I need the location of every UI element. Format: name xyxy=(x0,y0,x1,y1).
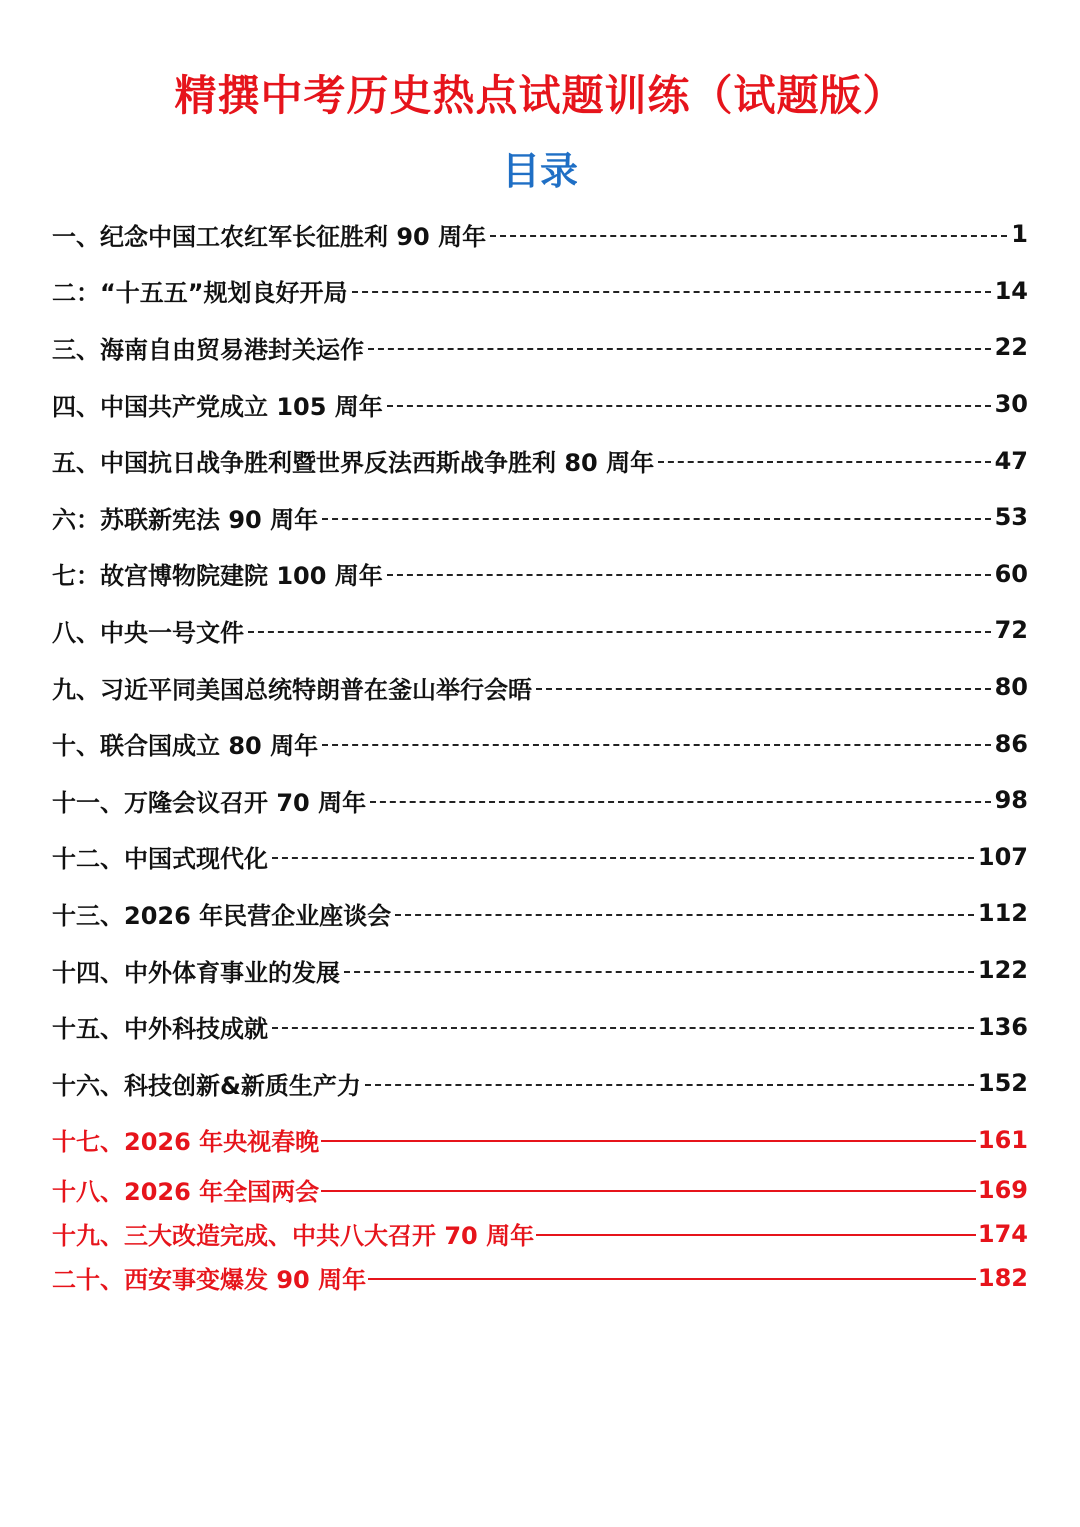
toc-entry-label: 四、中国共产党成立 105 周年 xyxy=(52,392,383,421)
toc-entry-highlighted[interactable] xyxy=(52,1256,1028,1300)
toc-entry[interactable] xyxy=(52,602,1028,659)
toc-entry[interactable] xyxy=(52,319,1028,376)
toc-leader xyxy=(322,518,990,520)
toc-entry-page: 53 xyxy=(994,503,1028,532)
toc-entry[interactable] xyxy=(52,659,1028,716)
toc-entry-label: 二：“十五五”规划良好开局 xyxy=(52,279,348,308)
toc-entry-page: 22 xyxy=(994,333,1028,362)
toc-entry-label: 十一、万隆会议召开 70 周年 xyxy=(52,788,367,817)
toc-leader xyxy=(272,1027,974,1029)
toc-entry-highlighted[interactable] xyxy=(52,1112,1028,1168)
toc-entry-page: 14 xyxy=(994,276,1028,305)
toc-leader xyxy=(658,461,990,463)
toc-leader xyxy=(370,801,990,803)
toc-entry[interactable] xyxy=(52,942,1028,999)
toc-entry-label: 五、中国抗日战争胜利暨世界反法西斯战争胜利 80 周年 xyxy=(52,449,655,478)
toc-entry[interactable] xyxy=(52,715,1028,772)
toc-leader xyxy=(365,1084,974,1086)
toc-entry-label: 七：故宫博物院建院 100 周年 xyxy=(52,562,383,591)
toc-entry[interactable] xyxy=(52,1055,1028,1112)
toc-entry-page: 174 xyxy=(977,1219,1028,1248)
toc-entry-highlighted[interactable] xyxy=(52,1168,1028,1212)
toc-entry[interactable] xyxy=(52,998,1028,1055)
toc-entry-label: 二十、西安事变爆发 90 周年 xyxy=(52,1266,367,1294)
toc-entry-page: 80 xyxy=(994,673,1028,702)
toc-heading: 目录 xyxy=(501,149,578,193)
toc-entry-label: 一、纪念中国工农红军长征胜利 90 周年 xyxy=(52,222,487,251)
toc-leader xyxy=(395,914,974,916)
toc-entry-label: 十、联合国成立 80 周年 xyxy=(52,732,319,761)
toc-entry-label: 十三、2026 年民营企业座谈会 xyxy=(52,901,392,930)
toc-leader xyxy=(352,291,991,293)
toc-entry[interactable] xyxy=(52,489,1028,546)
toc-entry[interactable] xyxy=(52,885,1028,942)
toc-entry[interactable] xyxy=(52,206,1028,263)
toc-entry[interactable] xyxy=(52,263,1028,320)
toc-entry[interactable] xyxy=(52,376,1028,433)
toc-entry-page: 169 xyxy=(977,1175,1028,1204)
toc-leader xyxy=(321,1190,976,1192)
toc-entry-page: 60 xyxy=(994,559,1028,588)
toc-entry-label: 十四、中外体育事业的发展 xyxy=(52,958,340,987)
toc-entry-page: 112 xyxy=(977,899,1028,928)
toc-entry-label: 十九、三大改造完成、中共八大召开 70 周年 xyxy=(52,1222,535,1250)
toc-leader xyxy=(368,1278,976,1280)
toc-entry-page: 30 xyxy=(994,390,1028,419)
toc-leader xyxy=(368,348,991,350)
toc-entry-page: 98 xyxy=(994,786,1028,815)
toc-leader xyxy=(321,1140,976,1142)
toc-entry[interactable] xyxy=(52,432,1028,489)
toc-leader xyxy=(536,1234,976,1236)
toc-entry-page: 182 xyxy=(977,1263,1028,1292)
toc-leader xyxy=(387,574,991,576)
toc-entry-label: 十五、中外科技成就 xyxy=(52,1015,268,1044)
toc-entry[interactable] xyxy=(52,829,1028,886)
toc-entry-page: 136 xyxy=(977,1012,1028,1041)
table-of-contents xyxy=(52,206,1028,1300)
toc-leader xyxy=(322,744,990,746)
toc-leader xyxy=(344,971,974,973)
toc-entry-label: 九、习近平同美国总统特朗普在釜山举行会晤 xyxy=(52,675,532,704)
toc-leader xyxy=(536,688,991,690)
toc-leader xyxy=(272,857,974,859)
toc-entry-label: 十八、2026 年全国两会 xyxy=(52,1178,320,1206)
toc-entry[interactable] xyxy=(52,546,1028,603)
toc-leader xyxy=(490,235,1007,237)
toc-entry-label: 八、中央一号文件 xyxy=(52,618,244,647)
toc-entry-page: 1 xyxy=(1011,220,1028,249)
document-title: 精撰中考历史热点试题训练（试题版） xyxy=(174,71,906,120)
toc-entry-page: 107 xyxy=(977,842,1028,871)
toc-entry[interactable] xyxy=(52,772,1028,829)
toc-entry-page: 152 xyxy=(977,1069,1028,1098)
toc-entry-label: 十七、2026 年央视春晚 xyxy=(52,1128,320,1156)
toc-entry-page: 122 xyxy=(977,956,1028,985)
toc-leader xyxy=(387,405,991,407)
toc-entry-label: 十六、科技创新&新质生产力 xyxy=(52,1071,361,1100)
toc-entry-highlighted[interactable] xyxy=(52,1212,1028,1256)
toc-entry-page: 161 xyxy=(977,1125,1028,1154)
toc-entry-page: 86 xyxy=(994,729,1028,758)
toc-entry-page: 72 xyxy=(994,616,1028,645)
toc-entry-label: 六：苏联新宪法 90 周年 xyxy=(52,505,319,534)
toc-entry-label: 三、海南自由贸易港封关运作 xyxy=(52,335,364,364)
toc-leader xyxy=(248,631,991,633)
toc-entry-label: 十二、中国式现代化 xyxy=(52,845,268,874)
toc-entry-page: 47 xyxy=(994,446,1028,475)
